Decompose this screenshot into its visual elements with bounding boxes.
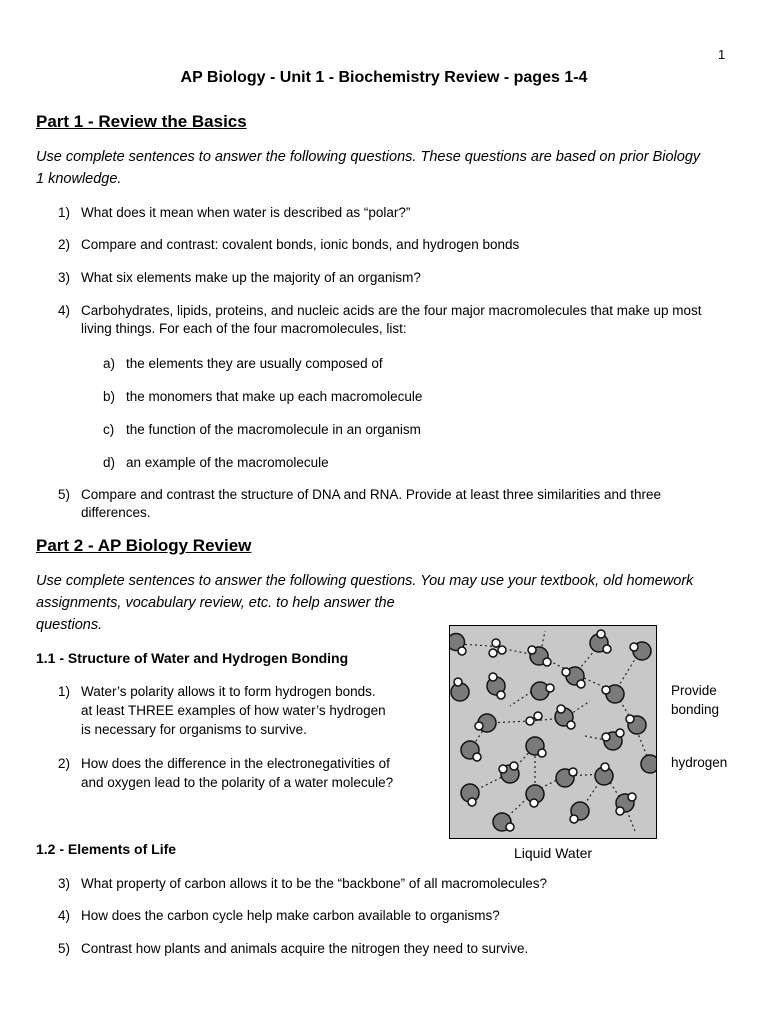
- figure-caption: Liquid Water: [513, 845, 593, 861]
- question-text: Compare and contrast the structure of DNA and RNA. Provide at least three similarities and three: [81, 487, 662, 502]
- question-number: 2): [58, 237, 71, 252]
- question-2-2: [58, 755, 438, 793]
- subitem-text: the monomers that make up each macromolecule: [126, 389, 423, 404]
- question-text: living things. For each of the four macromolecules, list:: [81, 321, 407, 336]
- question-number: 3): [58, 876, 71, 891]
- section-1-1-heading: 1.1 - Structure of Water and Hydrogen Bonding: [36, 650, 349, 666]
- question-2-1: [58, 683, 438, 737]
- part1-heading: Part 1 - Review the Basics: [36, 112, 247, 131]
- question-number: 2): [58, 756, 71, 771]
- liquid-water-figure: [449, 625, 657, 839]
- part2-instructions-line: Use complete sentences to answer the following questions. You may use your textbook, old homework: [36, 573, 694, 589]
- page-title: AP Biology - Unit 1 - Biochemistry Review - pages 1-4: [180, 69, 588, 86]
- part1-instructions-line: 1 knowledge.: [36, 171, 122, 187]
- subitem-letter: b): [103, 389, 116, 404]
- question-number: 4): [58, 303, 71, 318]
- page-number: 1: [718, 47, 726, 62]
- question-text: How does the difference in the electronegativities of: [81, 756, 390, 771]
- part2-instructions-line: assignments, vocabulary review, etc. to help answer the: [36, 595, 395, 611]
- question-number: 1): [58, 205, 71, 220]
- part2-instructions-line: questions.: [36, 617, 103, 633]
- section-1-2-heading: 1.2 - Elements of Life: [36, 841, 177, 857]
- subitem-text: the elements they are usually composed of: [126, 356, 383, 371]
- question-text: What six elements make up the majority of an organism?: [81, 270, 421, 285]
- subitem-text: the function of the macromolecule in an organism: [126, 422, 421, 437]
- question-5: [58, 486, 738, 522]
- question-text: Carbohydrates, lipids, proteins, and nucleic acids are the four major macromolecules that make up most: [81, 303, 702, 318]
- question-text: What property of carbon allows it to be the “backbone” of all macromolecules?: [81, 876, 547, 891]
- side-text: bonding: [671, 702, 720, 717]
- part1-instructions: [36, 146, 700, 190]
- subitem-text: an example of the macromolecule: [126, 455, 329, 470]
- part2-heading-rest: - AP Biology Review: [83, 536, 252, 555]
- part2-heading-prefix: Part 2: [36, 536, 84, 555]
- subitem-letter: c): [103, 422, 115, 437]
- question-number: 5): [58, 487, 71, 502]
- water-molecules-illustration: [450, 626, 656, 838]
- question-text: differences.: [81, 505, 151, 520]
- side-text: Provide: [671, 683, 717, 698]
- question-text: Water’s polarity allows it to form hydrogen bonds.: [81, 684, 376, 699]
- question-text: is necessary for organisms to survive.: [81, 722, 307, 737]
- question-number: 3): [58, 270, 71, 285]
- question-text: What does it mean when water is described as “polar?”: [81, 205, 411, 220]
- side-text: hydrogen: [671, 755, 728, 770]
- question-4: [58, 302, 738, 338]
- question-text: Contrast how plants and animals acquire the nitrogen they need to survive.: [81, 941, 529, 956]
- question-text: and oxygen lead to the polarity of a water molecule?: [81, 775, 394, 790]
- question-number: 5): [58, 941, 71, 956]
- question-text: Compare and contrast: covalent bonds, ionic bonds, and hydrogen bonds: [81, 237, 520, 252]
- part1-instructions-line: Use complete sentences to answer the following questions. These questions are based on prior Biology: [36, 149, 701, 165]
- question-text: at least THREE examples of how water’s hydrogen: [81, 703, 386, 718]
- question-text: How does the carbon cycle help make carbon available to organisms?: [81, 908, 500, 923]
- part2-heading: [36, 536, 251, 556]
- question-number: 1): [58, 684, 71, 699]
- subitem-letter: a): [103, 356, 116, 371]
- question-number: 4): [58, 908, 71, 923]
- subitem-letter: d): [103, 455, 116, 470]
